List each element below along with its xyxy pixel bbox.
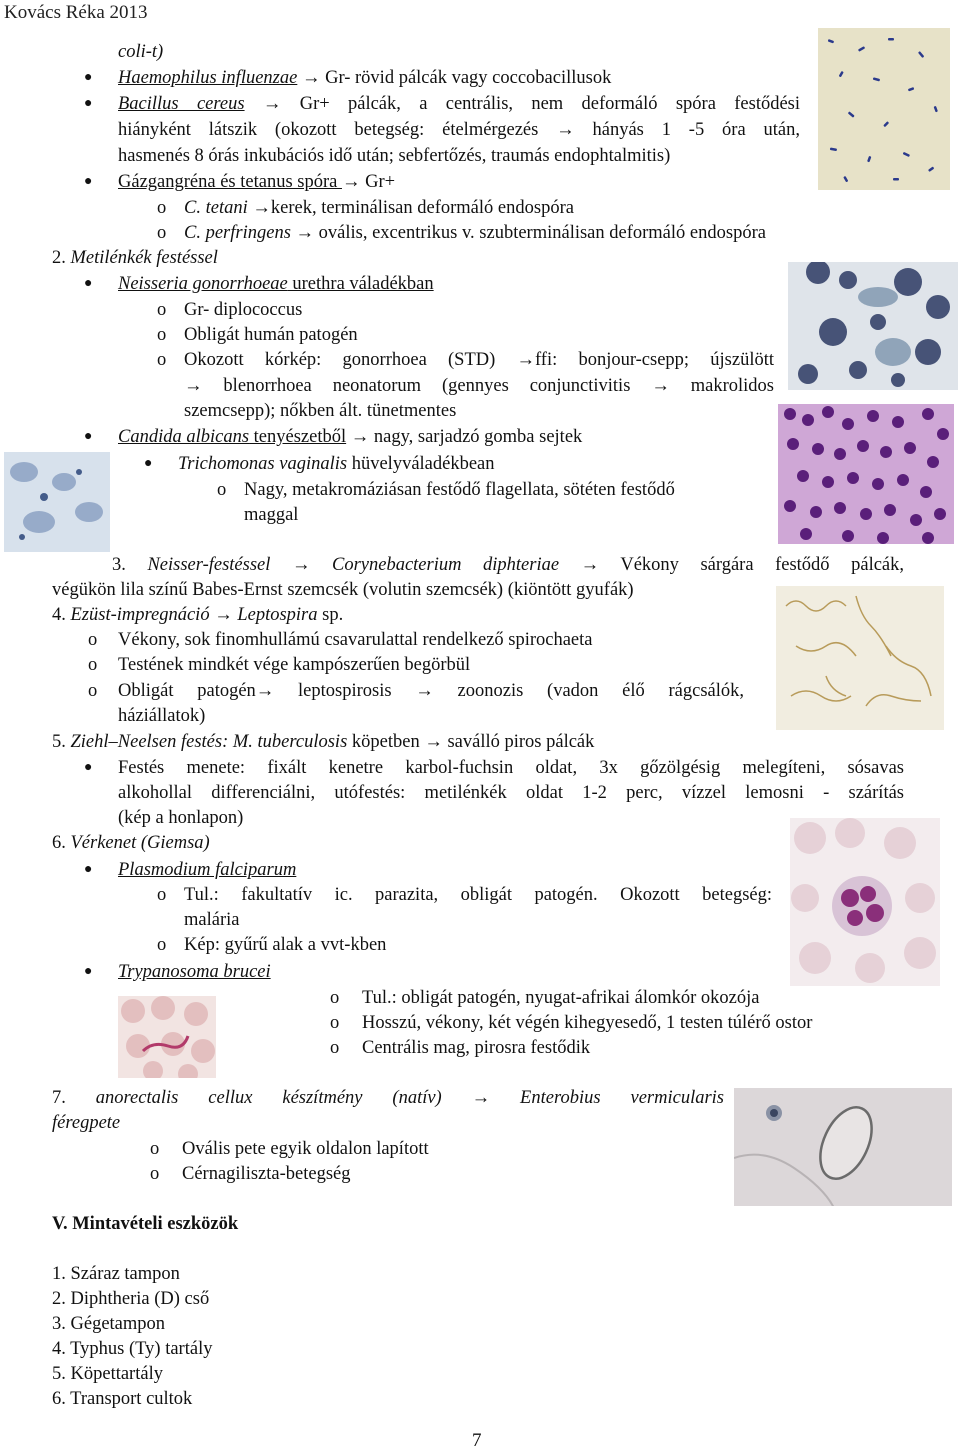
bullet-icon: ● bbox=[84, 174, 93, 189]
sub-bullet: o bbox=[88, 630, 98, 650]
text-line: hiányként látszik (okozott betegség: ételmérgezés → hányás 1 -5 óra után, bbox=[118, 120, 800, 140]
text-line: Gázgangréna és tetanus spóra → Gr+ bbox=[118, 172, 396, 192]
text-line: hasmenés 8 órás inkubációs idő után; sebfertőzés, traumás endophtalmitis) bbox=[118, 146, 671, 166]
sub-bullet: o bbox=[157, 935, 167, 955]
text-line: Haemophilus influenzae → Gr- rövid pálcák vagy coccobacillusok bbox=[118, 68, 612, 88]
text-line: Tul.: obligát patogén, nyugat-afrikai álomkór okozója bbox=[362, 988, 760, 1008]
text-line: Hosszú, vékony, két végén kihegyesedő, 1 testen túlérő ostor bbox=[362, 1013, 813, 1033]
micrograph-enterobius-egg-image bbox=[734, 1088, 952, 1206]
list-item: 4. Typhus (Ty) tartály bbox=[52, 1339, 213, 1359]
bullet-icon: ● bbox=[84, 70, 93, 85]
sub-bullet: o bbox=[330, 1013, 340, 1033]
text-line: Neisseria gonorrhoeae urethra váladékban bbox=[118, 274, 434, 294]
page-header: Kovács Réka 2013 bbox=[4, 2, 148, 23]
bullet-icon: ● bbox=[84, 276, 93, 291]
text-line: Obligát humán patogén bbox=[184, 325, 358, 345]
list-item: 3. Gégetampon bbox=[52, 1314, 166, 1334]
text-line: végükön lila színű Babes-Ernst szemcsék (volutin szemcsék) (kiöntött gyufák) bbox=[52, 580, 634, 600]
sub-bullet: o bbox=[88, 655, 98, 675]
text-line: Nagy, metakromáziásan festődő flagellata, sötéten festődő bbox=[244, 480, 675, 500]
text-line: háziállatok) bbox=[118, 706, 206, 726]
text-line: szemcsepp); nőkben ált. tünetmentes bbox=[184, 401, 457, 421]
list-item: 2. Diphtheria (D) cső bbox=[52, 1289, 210, 1309]
text-line: C. tetani →kerek, terminálisan deformáló endospóra bbox=[184, 198, 574, 218]
text-line: Cérnagiliszta-betegség bbox=[182, 1164, 351, 1184]
page-number: 7 bbox=[472, 1430, 482, 1451]
micrograph-leptospira-image bbox=[776, 586, 944, 730]
bullet-icon: ● bbox=[84, 760, 93, 775]
text-line: alkohollal differenciálni, utófestés: metilénkék oldat 1-2 perc, vízzel lemosni - szárítás bbox=[118, 783, 904, 803]
bullet-icon: ● bbox=[84, 96, 93, 111]
text-line: Obligát patogén→ leptospirosis → zoonozis (vadon élő rágcsálók, bbox=[118, 681, 744, 701]
sub-bullet: o bbox=[330, 1038, 340, 1058]
text-line: Festés menete: fixált kenetre karbol-fuchsin oldat, 3x gőzölgésig melegíteni, sósavas bbox=[118, 758, 904, 778]
sub-bullet: o bbox=[157, 350, 167, 370]
micrograph-neisseria-image bbox=[788, 262, 958, 390]
text-line: Kép: gyűrű alak a vvt-kben bbox=[184, 935, 387, 955]
section-heading: V. Mintavételi eszközök bbox=[52, 1214, 239, 1234]
text-line: Plasmodium falciparum bbox=[118, 860, 297, 880]
text-line: Ovális pete egyik oldalon lapított bbox=[182, 1139, 429, 1159]
text-line: Candida albicans tenyészetből → nagy, sarjadzó gomba sejtek bbox=[118, 427, 583, 447]
text-line: Tul.: fakultatív ic. parazita, obligát patogén. Okozott betegség: bbox=[184, 885, 772, 905]
section-heading: 5. Ziehl–Neelsen festés: M. tuberculosis köpetben → saválló piros pálcák bbox=[52, 732, 595, 752]
sub-bullet: o bbox=[157, 300, 167, 320]
text-line: Okozott kórkép: gonorrhoea (STD) →ffi: bonjour-csepp; újszülött bbox=[184, 350, 774, 370]
sub-bullet: o bbox=[150, 1139, 160, 1159]
sub-bullet: o bbox=[88, 681, 98, 701]
text-line: → blenorrhoea neonatorum (gennyes conjunctivitis → makrolidos bbox=[184, 376, 774, 396]
text-line: C. perfringens → ovális, excentrikus v. szubterminálisan deformáló endospóra bbox=[184, 223, 766, 243]
sub-bullet: o bbox=[157, 325, 167, 345]
bullet-icon: ● bbox=[84, 429, 93, 444]
bullet-icon: ● bbox=[84, 964, 93, 979]
text-line: 3. Neisser-festéssel → Corynebacterium diphteriae → Vékony sárgára festődő pálcák, bbox=[112, 555, 905, 575]
section-heading: 4. Ezüst-impregnáció → Leptospira sp. bbox=[52, 605, 344, 625]
text-line: Vékony, sok finomhullámú csavarulattal rendelkező spirochaeta bbox=[118, 630, 593, 650]
sub-bullet: o bbox=[157, 198, 167, 218]
text-line: Bacillus cereus → Gr+ pálcák, a centrális, nem deformáló spóra festődési bbox=[118, 94, 801, 114]
sub-bullet: o bbox=[150, 1164, 160, 1184]
micrograph-trichomonas-image bbox=[4, 452, 110, 552]
sub-bullet: o bbox=[157, 885, 167, 905]
text-line: Gr- diplococcus bbox=[184, 300, 303, 320]
bullet-icon: ● bbox=[84, 862, 93, 877]
micrograph-candida-image bbox=[778, 404, 954, 544]
text-line: Testének mindkét vége kampószerűen begörbül bbox=[118, 655, 471, 675]
micrograph-bacillus-image bbox=[818, 28, 950, 190]
text-line: maggal bbox=[244, 505, 299, 525]
text-line: Centrális mag, pirosra festődik bbox=[362, 1038, 591, 1058]
text-line: féregpete bbox=[52, 1113, 121, 1133]
micrograph-trypanosoma-image bbox=[118, 996, 216, 1078]
list-item: 5. Köpettartály bbox=[52, 1364, 163, 1384]
list-item: 6. Transport cultok bbox=[52, 1389, 193, 1409]
section-heading: 7. anorectalis cellux készítmény (natív) → Enterobius vermicularis bbox=[52, 1088, 724, 1108]
list-item: 1. Száraz tampon bbox=[52, 1264, 180, 1284]
sub-bullet: o bbox=[157, 223, 167, 243]
section-heading: 2. Metilénkék festéssel bbox=[52, 248, 218, 268]
sub-bullet: o bbox=[217, 480, 227, 500]
sub-bullet: o bbox=[330, 988, 340, 1008]
text-line: malária bbox=[184, 910, 240, 930]
micrograph-blood-smear-image bbox=[790, 818, 940, 986]
text-line: Trypanosoma brucei bbox=[118, 962, 271, 982]
text-line: (kép a honlapon) bbox=[118, 808, 244, 828]
text-line: Trichomonas vaginalis hüvelyváladékbean bbox=[178, 454, 495, 474]
bullet-icon: ● bbox=[144, 456, 153, 471]
text-line: coli-t) bbox=[118, 42, 164, 62]
section-heading: 6. Vérkenet (Giemsa) bbox=[52, 833, 210, 853]
